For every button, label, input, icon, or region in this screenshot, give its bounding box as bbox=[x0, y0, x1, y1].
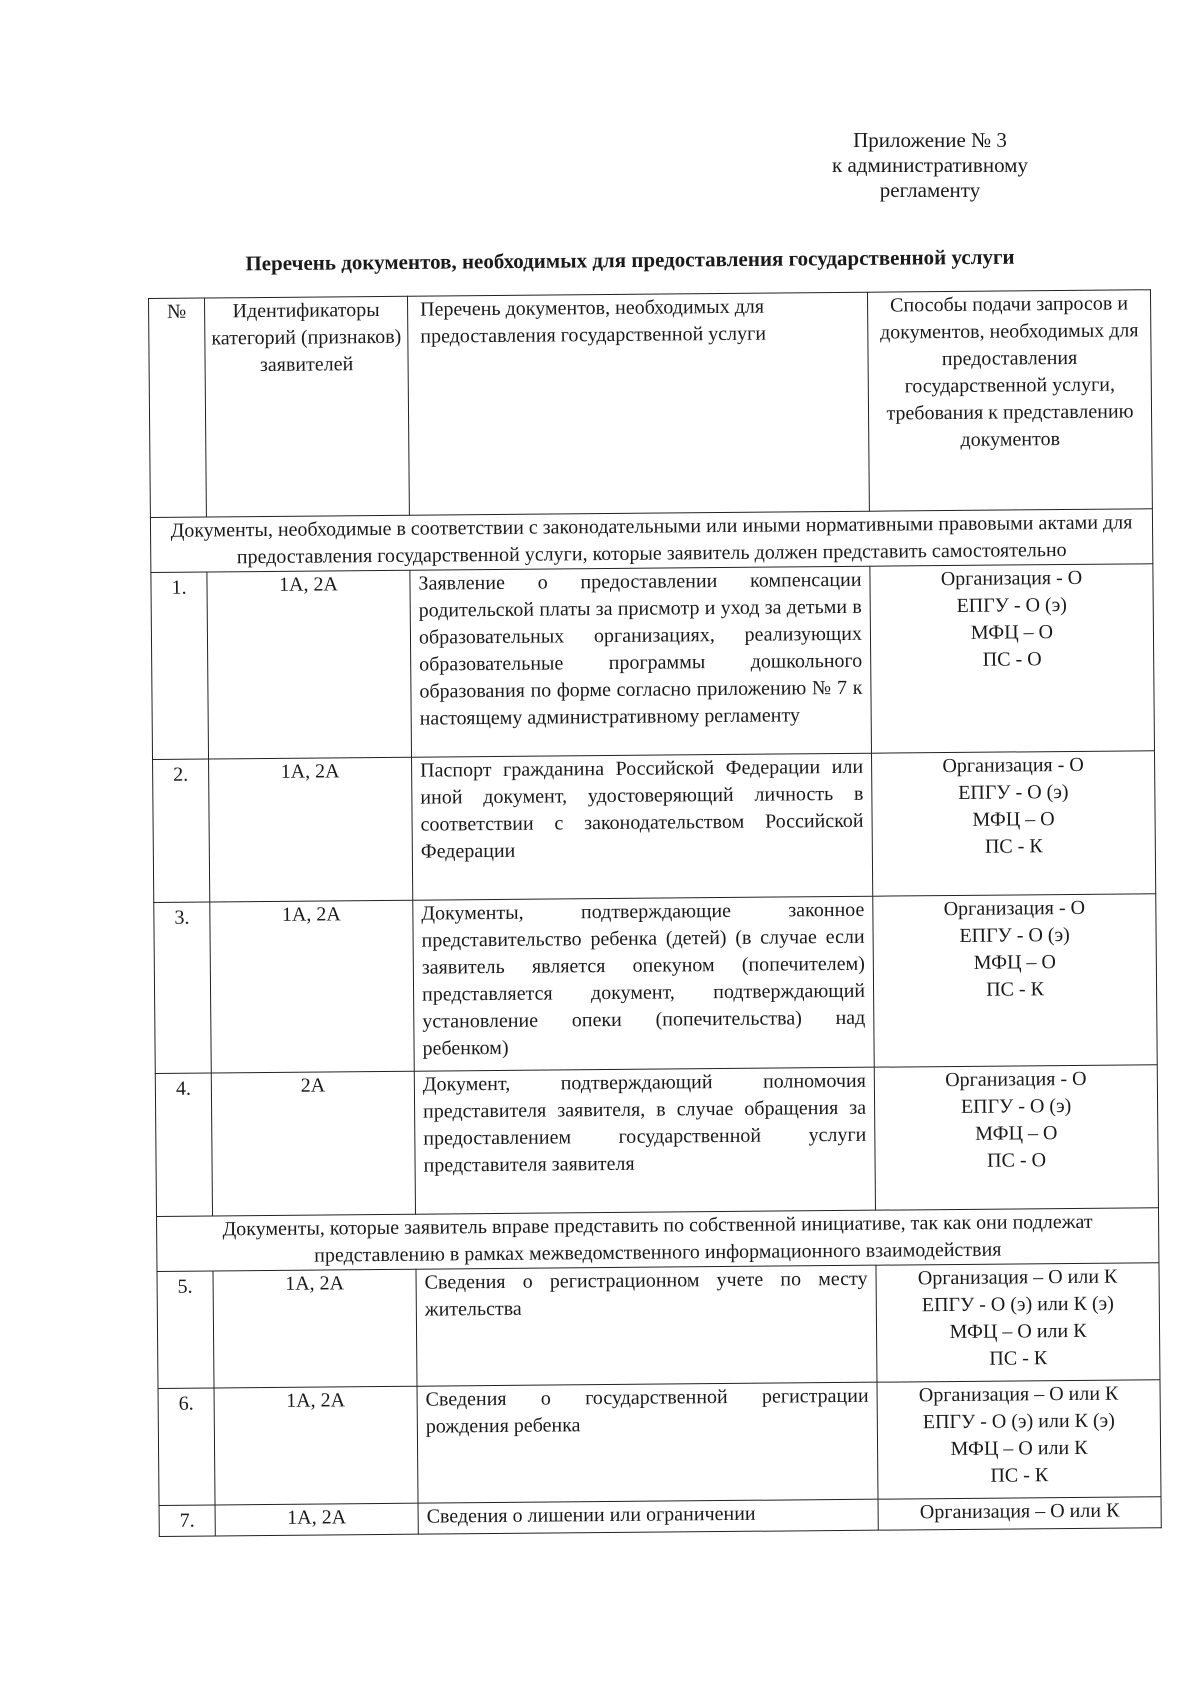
method-line: Организация – О или К bbox=[919, 1499, 1120, 1524]
row-number: 2. bbox=[153, 759, 210, 902]
header-documents: Перечень документов, необходимых для предоставления государственной услуги bbox=[407, 292, 869, 515]
section-mandatory-documents: Документы, необходимые в соответствии с законодательными или иными нормативными правовыми актами для предоставления государственной услуги, которые заявитель должен представить самостоятельно bbox=[150, 509, 1152, 573]
section-row bbox=[157, 1208, 1159, 1272]
row-identifiers: 1А, 2А bbox=[214, 1386, 418, 1505]
row-document: Документы, подтверждающие законное представительство ребенка (детей) (в случае если заявитель является опекуном (попечителем) представляется документ, подтверждающий установление опеки (попечительства) над ребенком) bbox=[413, 896, 874, 1071]
appendix-header bbox=[780, 128, 1080, 203]
documents-table-wrapper bbox=[148, 289, 1161, 1537]
table-row bbox=[154, 894, 1157, 1074]
document-title: Перечень документов, необходимых для предоставления государственной услуги bbox=[245, 244, 1015, 276]
method-line: ПС - К bbox=[989, 1347, 1048, 1370]
row-methods bbox=[873, 894, 1157, 1067]
method-line: МФЦ – О bbox=[972, 808, 1055, 831]
row-number: 6. bbox=[158, 1388, 215, 1505]
row-document: Сведения о лишении или ограничении bbox=[418, 1499, 878, 1534]
header-identifiers: Идентификаторы категорий (признаков) заявителей bbox=[205, 296, 410, 517]
row-document: Сведения о регистрационном учете по месту жительства bbox=[416, 1265, 877, 1386]
table-row bbox=[158, 1380, 1161, 1506]
section-optional-documents: Документы, которые заявитель вправе представить по собственной инициативе, так как они подлежат представлению в рамках межведомственного информационного взаимодействия bbox=[157, 1208, 1159, 1272]
method-line: ПС - О bbox=[987, 1149, 1047, 1172]
table-header-row bbox=[149, 290, 1153, 518]
header-number: № bbox=[149, 298, 207, 517]
method-line: МФЦ – О bbox=[973, 951, 1057, 974]
appendix-reference-end: регламенту bbox=[879, 178, 981, 202]
row-identifiers: 1А, 2А bbox=[213, 1269, 417, 1388]
method-line: ПС - К bbox=[990, 1464, 1049, 1487]
method-line: ЕПГУ - О (э) bbox=[958, 780, 1069, 804]
row-number: 7. bbox=[159, 1505, 215, 1536]
method-line: Организация – О или К bbox=[918, 1382, 1119, 1407]
row-number: 4. bbox=[155, 1073, 212, 1216]
row-document: Документ, подтверждающий полномочия представителя заявителя, в случае обращения за предоставлением государственной услуги представителя заявителя bbox=[414, 1067, 875, 1214]
method-line: ПС - О bbox=[982, 648, 1042, 671]
row-identifiers: 1А, 2А bbox=[209, 757, 413, 902]
row-methods bbox=[870, 564, 1155, 753]
method-line: Организация - О bbox=[945, 1067, 1087, 1092]
method-line: МФЦ – О или К bbox=[949, 1319, 1087, 1344]
row-methods bbox=[877, 1380, 1161, 1499]
row-methods bbox=[874, 1065, 1158, 1210]
method-line: ПС - К bbox=[986, 978, 1045, 1001]
row-methods bbox=[878, 1497, 1161, 1530]
header-submission-methods: Способы подачи запросов и документов, необходимых для предоставления государственной услуги, требования к представлению документов bbox=[867, 290, 1152, 511]
table-row bbox=[153, 751, 1156, 903]
row-document: Заявление о предоставлении компенсации родительской платы за присмотр и уход за детьми в образовательных организациях, реализующих образовательные программы дошкольного образования по форме согласно приложению № 7 к настоящему административному регламенту bbox=[410, 566, 872, 757]
method-line: Организация - О bbox=[940, 566, 1083, 591]
method-line: ЕПГУ - О (э) или К (э) bbox=[922, 1409, 1115, 1434]
method-line: МФЦ – О bbox=[975, 1122, 1058, 1145]
method-line: ЕПГУ - О (э) bbox=[956, 593, 1067, 617]
method-line: ПС - К bbox=[984, 835, 1043, 858]
row-document: Сведения о государственной регистрации рождения ребенка bbox=[417, 1382, 878, 1503]
row-number: 5. bbox=[157, 1271, 214, 1388]
method-line: МФЦ – О или К bbox=[950, 1436, 1088, 1461]
appendix-reference: к административному bbox=[832, 153, 1028, 177]
row-number: 1. bbox=[151, 572, 209, 759]
section-row bbox=[150, 509, 1152, 573]
row-identifiers: 2А bbox=[211, 1071, 415, 1216]
table-row bbox=[157, 1263, 1160, 1389]
row-methods bbox=[876, 1263, 1160, 1382]
row-document: Паспорт гражданина Российской Федерации или иной документ, удостоверяющий личность в соответствии с законодательством Российской Федерации bbox=[412, 753, 873, 900]
table-row bbox=[151, 564, 1155, 760]
method-line: Организация - О bbox=[942, 753, 1084, 778]
method-line: Организация - О bbox=[943, 896, 1086, 921]
row-identifiers: 1А, 2А bbox=[207, 570, 412, 759]
row-methods bbox=[871, 751, 1155, 896]
method-line: ЕПГУ - О (э) или К (э) bbox=[921, 1292, 1114, 1317]
method-line: ЕПГУ - О (э) bbox=[960, 1094, 1072, 1118]
row-number: 3. bbox=[154, 902, 211, 1073]
appendix-number: Приложение № 3 bbox=[853, 128, 1007, 152]
method-line: ЕПГУ - О (э) bbox=[959, 923, 1070, 947]
method-line: МФЦ – О bbox=[970, 621, 1054, 644]
row-identifiers: 1А, 2А bbox=[215, 1503, 418, 1536]
method-line: Организация – О или К bbox=[917, 1265, 1118, 1290]
row-identifiers: 1А, 2А bbox=[210, 900, 414, 1073]
documents-table bbox=[148, 289, 1162, 1537]
table-row bbox=[155, 1065, 1158, 1217]
